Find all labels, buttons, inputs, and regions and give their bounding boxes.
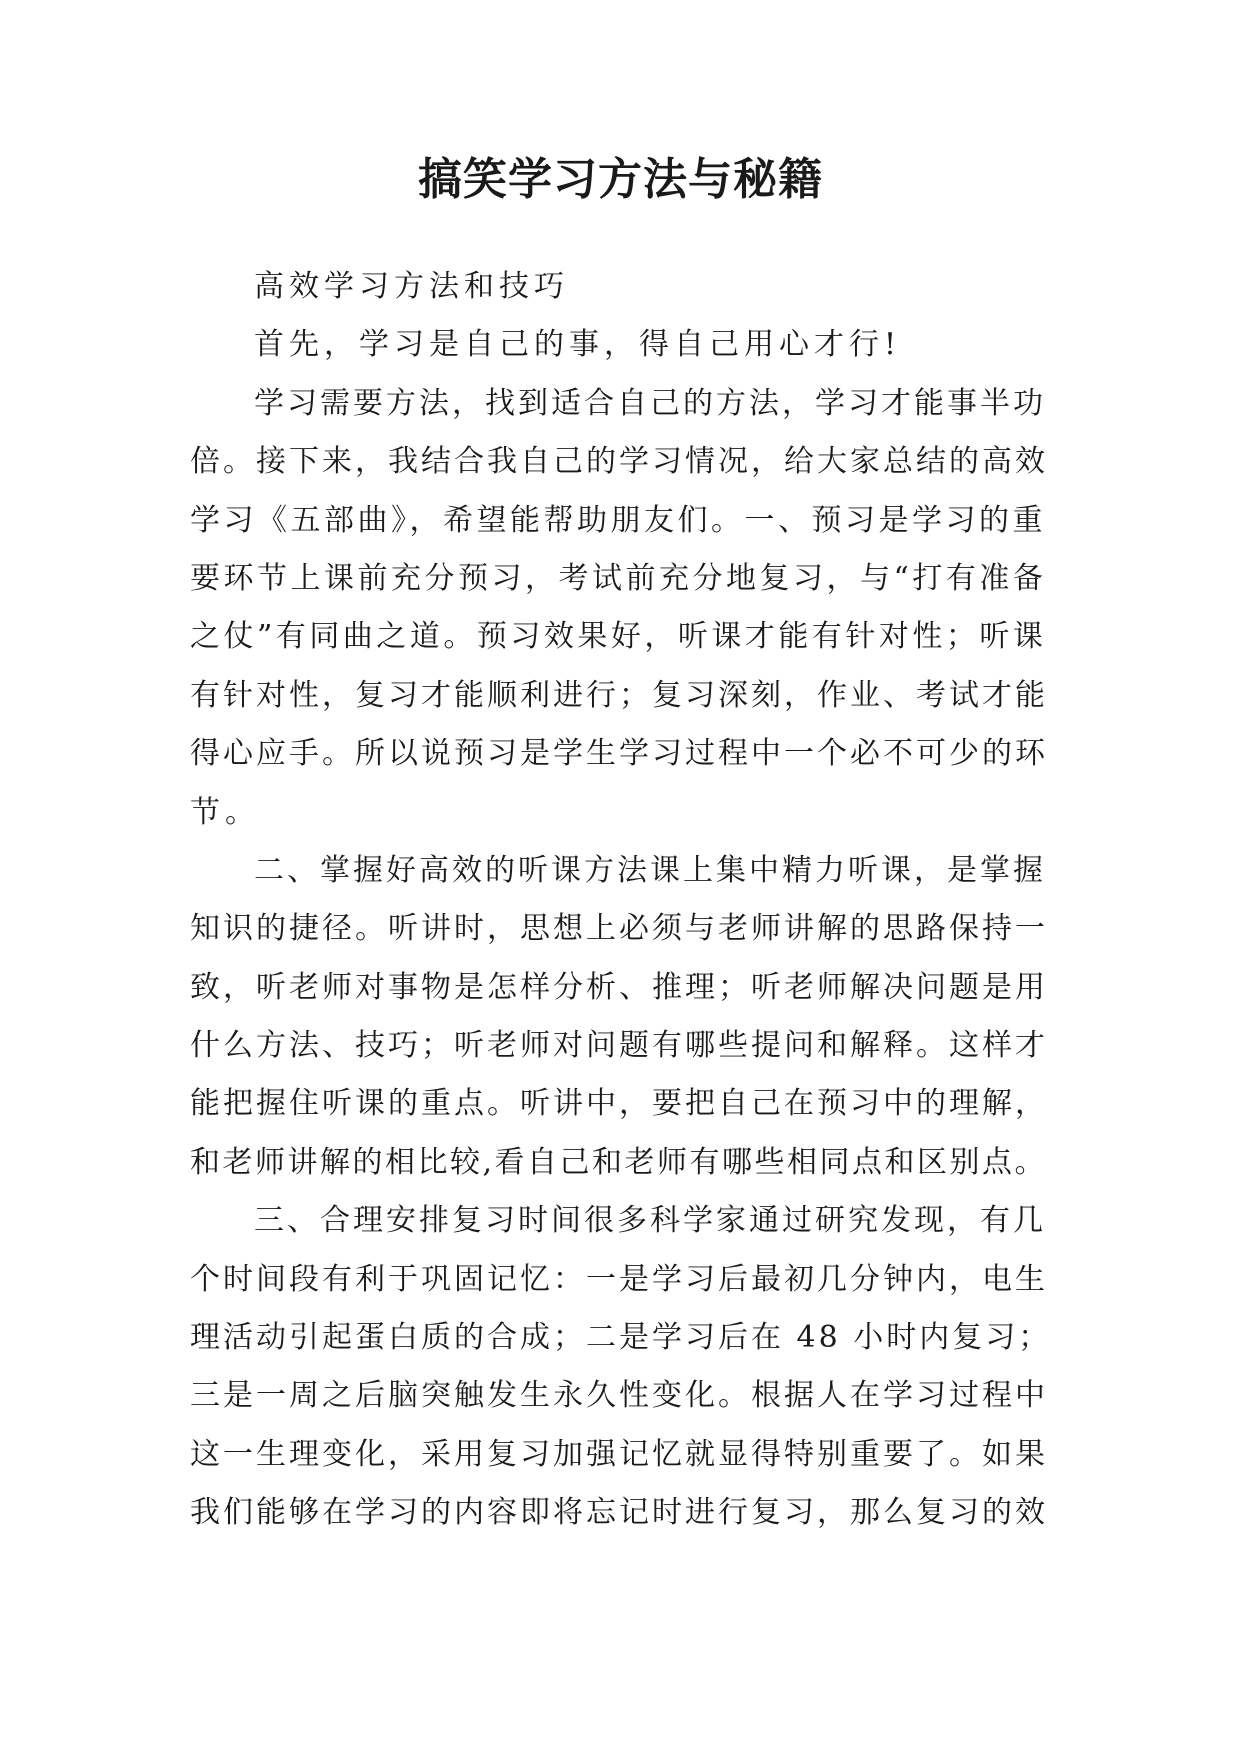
- text-line: 三是一周之后脑突触发生永久性变化。根据人在学习过程中: [190, 1378, 1048, 1414]
- text-line: 学习《五部曲》，希望能帮助朋友们。一、预习是学习的重: [190, 502, 1046, 538]
- text-line: 这一生理变化，采用复习加强记忆就显得特别重要了。如果: [190, 1436, 1048, 1472]
- text-line: 有针对性，复习才能顺利进行；复习深刻，作业、考试才能: [190, 677, 1048, 713]
- text-line: 首先，学习是自己的事，得自己用心才行!: [254, 327, 902, 363]
- text-line: 得心应手。所以说预习是学生学习过程中一个必不可少的环: [190, 736, 1048, 772]
- text-line: 要环节上课前充分预习，考试前充分地复习，与“打有准备: [190, 560, 1047, 596]
- text-line: 什么方法、技巧；听老师对问题有哪些提问和解释。这样才: [190, 1028, 1048, 1064]
- text-line: 倍。接下来，我结合我自己的学习情况，给大家总结的高效: [190, 444, 1048, 480]
- text-line: 和老师讲解的相比较,看自己和老师有哪些相同点和区别点。: [190, 1144, 1048, 1180]
- text-line: 高效学习方法和技巧: [254, 269, 569, 304]
- text-line: 三、合理安排复习时间很多科学家通过研究发现，有几: [254, 1203, 1046, 1239]
- text-line: 之仗”有同曲之道。预习效果好，听课才能有针对性；听课: [190, 619, 1047, 655]
- text-line: 致，听老师对事物是怎样分析、推理；听老师解决问题是用: [190, 969, 1048, 1005]
- text-line: 节。: [190, 794, 260, 830]
- text-line: 知识的捷径。听讲时，思想上必须与老师讲解的思路保持一: [190, 911, 1048, 947]
- text-line: 二、掌握好高效的听课方法课上集中精力听课，是掌握: [254, 852, 1046, 888]
- text-line: 学习需要方法，找到适合自己的方法，学习才能事半功: [254, 385, 1046, 421]
- text-line: 个时间段有利于巩固记忆：一是学习后最初几分钟内，电生: [190, 1261, 1048, 1297]
- text-line: 我们能够在学习的内容即将忘记时进行复习，那么复习的效: [190, 1495, 1048, 1531]
- text-line: 理活动引起蛋白质的合成；二是学习后在 48 小时内复习；: [190, 1320, 1052, 1356]
- text-line: 能把握住听课的重点。听讲中，要把自己在预习中的理解，: [190, 1086, 1048, 1122]
- document-title: 搞笑学习方法与秘籍: [418, 154, 823, 205]
- document-body: [190, 258, 1052, 1543]
